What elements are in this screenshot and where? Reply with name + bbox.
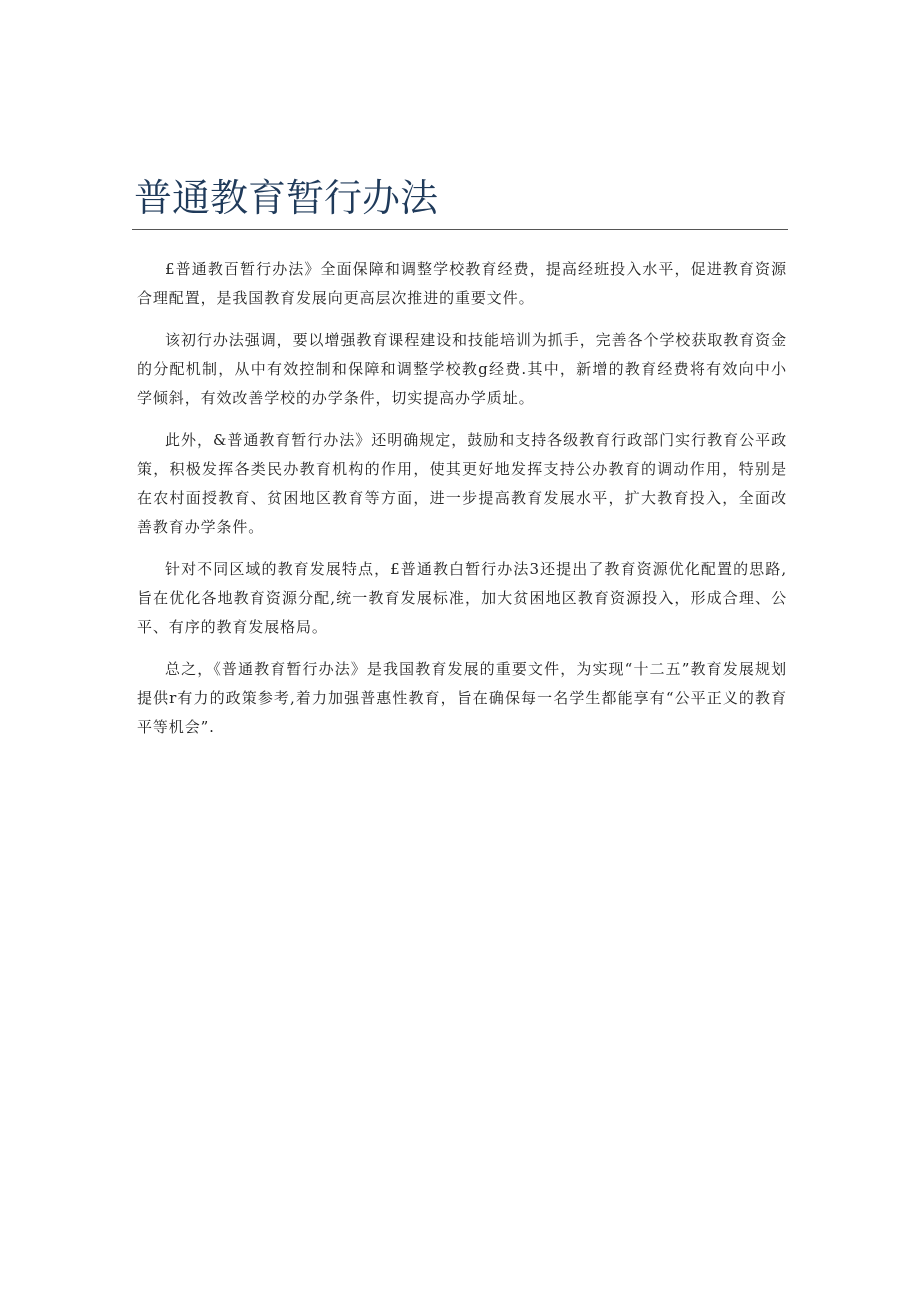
paragraph-5: 总之，《普通教育暂行办法》是我国教育发展的重要文件，为实现“十二五”教育发展规划提供r有力的政策参考,着力加强普惠性教育，旨在确保每一名学生都能享有“公平正义的教育平等机会”.	[137, 660, 787, 736]
paragraph-3: 此外，&普通教育暂行办法》还明确规定，鼓励和支持各级教育行政部门实行教育公平政策，积极发挥各类民办教育机构的作用，使其更好地发挥支持公办教育的调动作用，特别是在农村面授教育、贫困地区教育等方面，进一步提高教育发展水平，扩大教育投入，全面改善教育办学条件。	[137, 431, 787, 536]
paragraph-2: 该初行办法强调，要以增强教育课程建设和技能培训为抓手，完善各个学校获取教育资金的分配机制，从中有效控制和保障和调整学校教g经费.其中，新增的教育经费将有效向中小学倾斜，有效改善学校的办学条件，切实提高办学质址。	[137, 331, 787, 407]
title-divider	[132, 229, 788, 230]
paragraph-4: 针对不同区域的教育发展特点，£普通教白暂行办法3还提出了教育资源优化配置的思路,旨在优化各地教育资源分配,统一教育发展标准，加大贫困地区教育资源投入，形成合理、公平、有序的教育发展格局。	[137, 560, 787, 636]
document-body	[137, 255, 787, 755]
document-title: 普通教育暂行办法	[134, 176, 439, 220]
paragraph-1: £普通教百暂行办法》全面保障和调整学校教育经费，提高经班投入水平，促进教育资源合理配置，是我国教育发展向更高层次推进的重要文件。	[137, 260, 787, 307]
